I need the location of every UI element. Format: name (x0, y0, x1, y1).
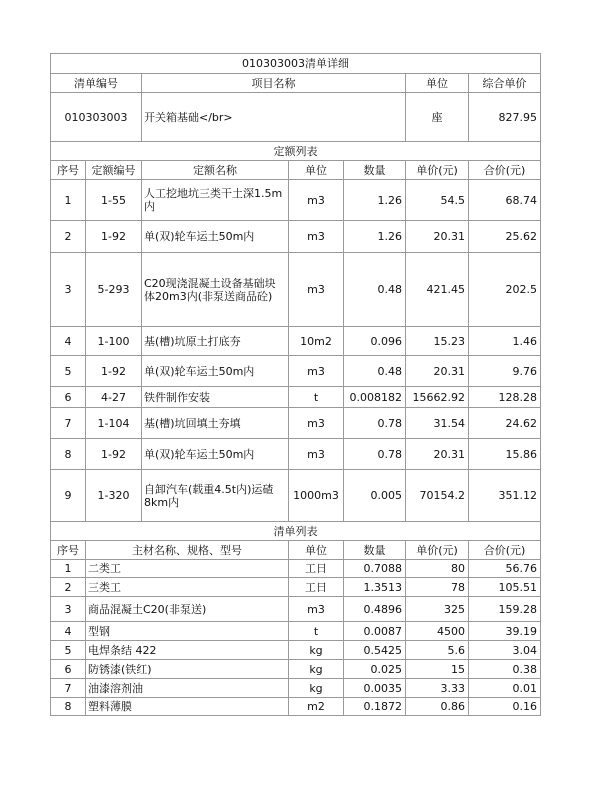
material-name: 二类工 (86, 560, 289, 578)
quota-unit: 1000m3 (289, 470, 344, 522)
material-row (51, 641, 541, 660)
list-price: 827.95 (469, 93, 541, 142)
material-header-no: 序号 (51, 541, 86, 560)
material-qty: 0.025 (344, 660, 406, 679)
material-row (51, 679, 541, 698)
quota-row (51, 408, 541, 439)
list-code: 010303003 (51, 93, 142, 142)
material-name: 塑料薄膜 (86, 698, 289, 716)
quota-code: 1-92 (86, 439, 142, 470)
quota-unit: t (289, 387, 344, 408)
quota-header-price: 单价(元) (406, 161, 469, 180)
quota-no: 1 (51, 180, 86, 221)
list-unit-header: 单位 (406, 74, 469, 93)
quota-price: 70154.2 (406, 470, 469, 522)
quota-price: 20.31 (406, 221, 469, 253)
material-no: 8 (51, 698, 86, 716)
material-header-unit: 单位 (289, 541, 344, 560)
quota-qty: 1.26 (344, 221, 406, 253)
material-row (51, 597, 541, 622)
quota-total: 9.76 (469, 356, 541, 387)
material-row (51, 698, 541, 716)
material-header-qty: 数量 (344, 541, 406, 560)
material-no: 6 (51, 660, 86, 679)
quota-price: 31.54 (406, 408, 469, 439)
material-price: 325 (406, 597, 469, 622)
quota-no: 6 (51, 387, 86, 408)
quota-code: 1-100 (86, 327, 142, 356)
material-name: 防锈漆(铁红) (86, 660, 289, 679)
material-unit: t (289, 622, 344, 641)
quota-row (51, 221, 541, 253)
quota-name: 基(槽)坑原土打底夯 (142, 327, 289, 356)
material-unit: 工日 (289, 578, 344, 597)
quota-total: 351.12 (469, 470, 541, 522)
quota-unit: m3 (289, 253, 344, 327)
quota-no: 8 (51, 439, 86, 470)
material-total: 0.38 (469, 660, 541, 679)
material-total: 3.04 (469, 641, 541, 660)
quota-row (51, 356, 541, 387)
quota-price: 54.5 (406, 180, 469, 221)
quota-total: 202.5 (469, 253, 541, 327)
material-total: 105.51 (469, 578, 541, 597)
quota-unit: m3 (289, 439, 344, 470)
quota-row (51, 439, 541, 470)
quota-total: 128.28 (469, 387, 541, 408)
quota-qty: 0.096 (344, 327, 406, 356)
table-title: 010303003清单详细 (51, 54, 541, 74)
material-header-total: 合价(元) (469, 541, 541, 560)
material-price: 80 (406, 560, 469, 578)
quota-no: 2 (51, 221, 86, 253)
quota-price: 20.31 (406, 356, 469, 387)
material-no: 5 (51, 641, 86, 660)
quota-name: 单(双)轮车运土50m内 (142, 439, 289, 470)
material-unit: m3 (289, 597, 344, 622)
material-row (51, 660, 541, 679)
material-unit: m2 (289, 698, 344, 716)
material-price: 78 (406, 578, 469, 597)
quota-no: 5 (51, 356, 86, 387)
quota-qty: 1.26 (344, 180, 406, 221)
material-qty: 0.5425 (344, 641, 406, 660)
quota-unit: m3 (289, 180, 344, 221)
material-name: 油漆溶剂油 (86, 679, 289, 698)
material-row (51, 560, 541, 578)
material-total: 159.28 (469, 597, 541, 622)
material-name: 三类工 (86, 578, 289, 597)
material-price: 15 (406, 660, 469, 679)
material-section-title: 清单列表 (51, 522, 541, 541)
quota-price: 15.23 (406, 327, 469, 356)
list-name-header: 项目名称 (142, 74, 406, 93)
quota-code: 1-55 (86, 180, 142, 221)
quota-header-total: 合价(元) (469, 161, 541, 180)
quota-header-qty: 数量 (344, 161, 406, 180)
material-qty: 0.0087 (344, 622, 406, 641)
quota-code: 1-320 (86, 470, 142, 522)
material-price: 0.86 (406, 698, 469, 716)
material-total: 39.19 (469, 622, 541, 641)
quota-qty: 0.78 (344, 439, 406, 470)
quota-name: C20现浇混凝土设备基础块体20m3内(非泵送商品砼) (142, 253, 289, 327)
quota-name: 单(双)轮车运土50m内 (142, 221, 289, 253)
quota-total: 15.86 (469, 439, 541, 470)
material-unit: kg (289, 660, 344, 679)
material-price: 3.33 (406, 679, 469, 698)
material-unit: kg (289, 679, 344, 698)
quota-price: 15662.92 (406, 387, 469, 408)
quota-row (51, 327, 541, 356)
material-name: 电焊条结 422 (86, 641, 289, 660)
material-no: 1 (51, 560, 86, 578)
list-unit: 座 (406, 93, 469, 142)
material-row (51, 622, 541, 641)
quota-price: 20.31 (406, 439, 469, 470)
quota-no: 9 (51, 470, 86, 522)
quota-code: 1-92 (86, 356, 142, 387)
quota-header-name: 定额名称 (142, 161, 289, 180)
quota-code: 5-293 (86, 253, 142, 327)
quota-qty: 0.008182 (344, 387, 406, 408)
material-qty: 0.1872 (344, 698, 406, 716)
material-qty: 0.0035 (344, 679, 406, 698)
quota-unit: m3 (289, 408, 344, 439)
quota-name: 铁件制作安装 (142, 387, 289, 408)
quota-no: 4 (51, 327, 86, 356)
quota-row (51, 470, 541, 522)
quota-header-code: 定额编号 (86, 161, 142, 180)
material-name: 商品混凝土C20(非泵送) (86, 597, 289, 622)
material-total: 56.76 (469, 560, 541, 578)
material-price: 4500 (406, 622, 469, 641)
quota-qty: 0.78 (344, 408, 406, 439)
material-header-name: 主材名称、规格、型号 (86, 541, 289, 560)
material-qty: 0.4896 (344, 597, 406, 622)
quota-name: 基(槽)坑回填土夯填 (142, 408, 289, 439)
quota-row (51, 253, 541, 327)
quota-total: 68.74 (469, 180, 541, 221)
quota-unit: 10m2 (289, 327, 344, 356)
detail-table (50, 53, 541, 716)
quota-name: 单(双)轮车运土50m内 (142, 356, 289, 387)
quota-code: 1-92 (86, 221, 142, 253)
quota-qty: 0.48 (344, 356, 406, 387)
quota-price: 421.45 (406, 253, 469, 327)
material-no: 2 (51, 578, 86, 597)
list-name: 开关箱基础</br> (142, 93, 406, 142)
quota-name: 自卸汽车(载重4.5t内)运碴8km内 (142, 470, 289, 522)
quota-qty: 0.005 (344, 470, 406, 522)
list-price-header: 综合单价 (469, 74, 541, 93)
quota-row (51, 387, 541, 408)
quota-unit: m3 (289, 356, 344, 387)
quota-section-title: 定额列表 (51, 142, 541, 161)
material-unit: 工日 (289, 560, 344, 578)
material-no: 7 (51, 679, 86, 698)
quota-row (51, 180, 541, 221)
quota-qty: 0.48 (344, 253, 406, 327)
material-price: 5.6 (406, 641, 469, 660)
quota-total: 24.62 (469, 408, 541, 439)
quota-unit: m3 (289, 221, 344, 253)
material-qty: 0.7088 (344, 560, 406, 578)
material-total: 0.01 (469, 679, 541, 698)
quota-code: 1-104 (86, 408, 142, 439)
material-name: 型钢 (86, 622, 289, 641)
quota-header-unit: 单位 (289, 161, 344, 180)
quota-no: 7 (51, 408, 86, 439)
material-unit: kg (289, 641, 344, 660)
material-no: 4 (51, 622, 86, 641)
material-header-price: 单价(元) (406, 541, 469, 560)
quota-header-no: 序号 (51, 161, 86, 180)
material-qty: 1.3513 (344, 578, 406, 597)
material-row (51, 578, 541, 597)
quota-total: 1.46 (469, 327, 541, 356)
quota-total: 25.62 (469, 221, 541, 253)
quota-no: 3 (51, 253, 86, 327)
material-no: 3 (51, 597, 86, 622)
material-total: 0.16 (469, 698, 541, 716)
quota-code: 4-27 (86, 387, 142, 408)
list-code-header: 清单编号 (51, 74, 142, 93)
quota-name: 人工挖地坑三类干土深1.5m内 (142, 180, 289, 221)
